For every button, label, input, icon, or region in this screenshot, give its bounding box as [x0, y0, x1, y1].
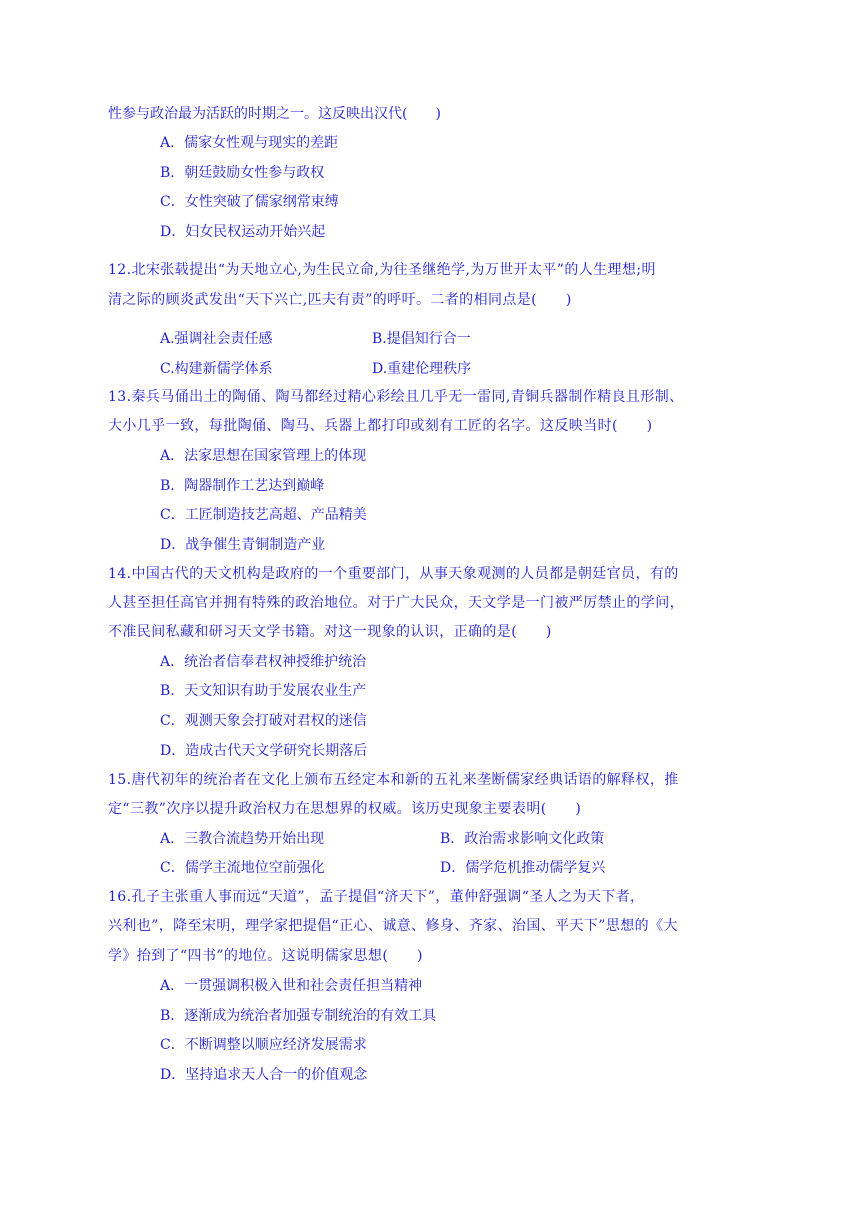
question-line: 人甚至担任高官并拥有特殊的政治地位。对于广大民众，天文学是一门被严厉禁止的学问， [108, 595, 684, 611]
q13-option-d: D．战争催生青铜制造产业 [160, 537, 326, 553]
question-line: 不准民间私藏和研习天文学书籍。对这一现象的认识，正确的是( ) [108, 624, 552, 640]
intro-option-c: C．女性突破了儒家纲常束缚 [160, 194, 339, 210]
q12-option-c: C.构建新儒学体系 [160, 361, 273, 377]
q13-option-a: A．法家思想在国家管理上的体现 [160, 448, 367, 464]
intro-option-d: D．妇女民权运动开始兴起 [160, 224, 326, 240]
intro-option-b: B．朝廷鼓励女性参与政权 [160, 165, 325, 181]
question-line: 清之际的顾炎武发出“天下兴亡,匹夫有责”的呼吁。二者的相同点是( ) [108, 292, 572, 308]
q14-option-b: B．天文知识有助于发展农业生产 [160, 683, 367, 699]
question-line: 16.孔子主张重人事而远“天道”，孟子提倡“济天下”，董仲舒强调“圣人之为天下者， [108, 889, 645, 905]
q12-option-a: A.强调社会责任感 [160, 331, 273, 347]
intro-line: 性参与政治最为活跃的时期之一。这反映出汉代( ) [108, 106, 441, 122]
question-line: 兴利也”，降至宋明，理学家把提倡“正心、诚意、修身、齐家、治国、平天下”思想的《大 [108, 918, 678, 934]
question-line: 定“三教”次序以提升政治权力在思想界的权威。该历史现象主要表明( ) [108, 801, 582, 817]
q16-option-b: B．逐渐成为统治者加强专制统治的有效工具 [160, 1008, 437, 1024]
q16-option-c: C．不断调整以顺应经济发展需求 [160, 1037, 367, 1053]
question-line: 12.北宋张载提出“为天地立心,为生民立命,为往圣继绝学,为万世开太平”的人生理想;明 [108, 262, 656, 278]
q14-option-a: A．统治者信奉君权神授维护统治 [160, 654, 367, 670]
question-line: 学》抬到了“四书”的地位。这说明儒家思想( ) [108, 948, 423, 964]
q16-option-a: A．一贯强调积极入世和社会责任担当精神 [160, 978, 423, 994]
question-line: 大小几乎一致，每批陶俑、陶马、兵器上都打印或刻有工匠的名字。这反映当时( ) [108, 418, 653, 434]
q15-option-a: A．三教合流趋势开始出现 [160, 831, 325, 847]
q15-option-d: D．儒学危机推动儒学复兴 [440, 860, 606, 876]
q12-option-b: B.提倡知行合一 [372, 331, 471, 347]
intro-option-a: A．儒家女性观与现实的差距 [160, 135, 339, 151]
q13-option-c: C．工匠制造技艺高超、产品精美 [160, 507, 367, 523]
q13-option-b: B．陶器制作工艺达到巅峰 [160, 478, 325, 494]
q15-option-c: C．儒学主流地位空前强化 [160, 860, 325, 876]
question-line: 13.秦兵马俑出土的陶俑、陶马都经过精心彩绘且几乎无一雷同,青铜兵器制作精良且形制、 [108, 389, 684, 405]
q15-option-b: B．政治需求影响文化政策 [440, 831, 605, 847]
q16-option-d: D．坚持追求天人合一的价值观念 [160, 1067, 368, 1083]
q12-option-d: D.重建伦理秩序 [372, 361, 472, 377]
question-line: 14.中国古代的天文机构是政府的一个重要部门，从事天象观测的人员都是朝廷官员，有的 [108, 566, 679, 582]
q14-option-c: C．观测天象会打破对君权的迷信 [160, 713, 367, 729]
question-line: 15.唐代初年的统治者在文化上颁布五经定本和新的五礼来垄断儒家经典话语的解释权，推 [108, 772, 679, 788]
q14-option-d: D．造成古代天文学研究长期落后 [160, 743, 368, 759]
